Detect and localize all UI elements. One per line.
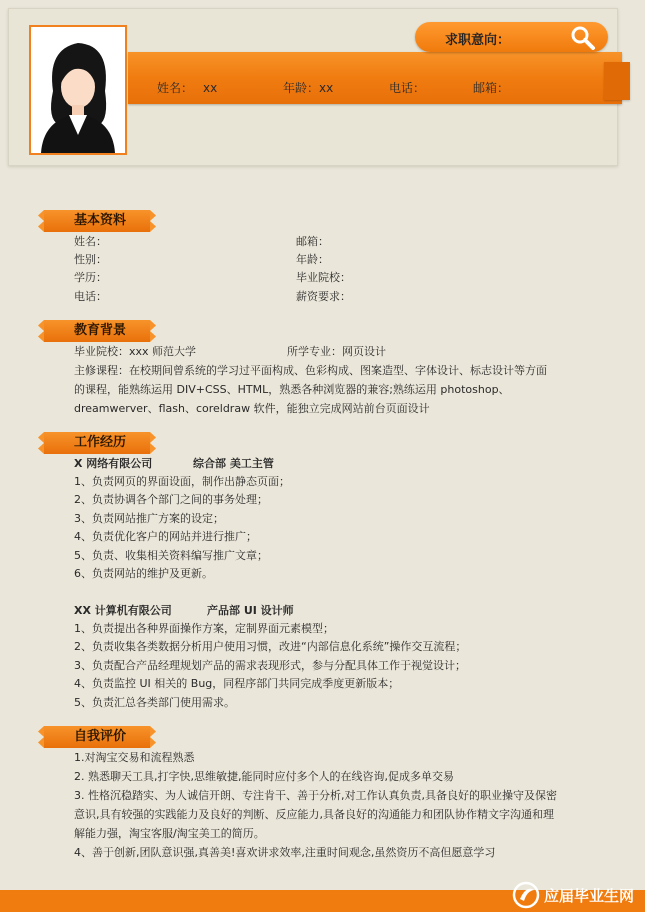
basic-age: 年龄： [296, 253, 329, 266]
job-position: 产品部 UI 设计师 [207, 604, 294, 617]
basic-degree: 学历： [74, 271, 107, 284]
job-duty: 3、负责网站推广方案的设定； [74, 512, 224, 525]
info-ribbon [128, 52, 622, 104]
job-duty: 2、负责协调各个部门之间的事务处理； [74, 493, 268, 506]
section-title-work: 工作经历 [44, 432, 150, 454]
logo-icon [512, 881, 540, 909]
header-email: 邮箱： [473, 81, 510, 95]
job-duty: 4、负责优化客户的网站并进行推广； [74, 530, 257, 543]
self-eval-line: 4、善于创新,团队意识强,真善美!喜欢讲求效率,注重时间观念,虽然资历不高但愿意学习 [74, 846, 496, 859]
job-duty: 3、负责配合产品经理规划产品的需求表现形式，参与分配具体工作于视觉设计； [74, 659, 466, 672]
education-courses-line: 的课程，能熟练运用 DIV+CSS、HTML，熟悉各种浏览器的兼容;熟练运用 photoshop、 [74, 383, 510, 396]
education-courses-line: 主修课程：在校期间曾系统的学习过平面构成、色彩构成、图案造型、字体设计、标志设计等方面 [74, 364, 547, 377]
job-duty: 4、负责监控 UI 相关的 Bug，同程序部门共同完成季度更新版本； [74, 677, 400, 690]
job-duty: 5、负责、收集相关资料编写推广文章； [74, 549, 268, 562]
job-intent-label: 求职意向： [445, 33, 511, 48]
job-duty: 2、负责收集各类数据分析用户使用习惯，改进“内部信息化系统”操作交互流程； [74, 640, 467, 653]
basic-name: 姓名： [74, 235, 107, 248]
basic-gender: 性别： [74, 253, 107, 266]
job-duty: 6、负责网站的维护及更新。 [74, 567, 213, 580]
job-duty: 1、负责网页的界面设面，制作出静态页面； [74, 475, 290, 488]
self-eval-line: 意识,具有较强的实践能力及良好的判断、反应能力,具备良好的沟通能力和团队协作精文字沟通和理 [74, 808, 554, 821]
job-duty: 1、负责提出各种界面操作方案，定制界面元素模型； [74, 622, 334, 635]
education-school: 毕业院校：xxx 师范大学 [74, 345, 197, 358]
avatar-icon [31, 27, 125, 153]
basic-school: 毕业院校： [296, 271, 351, 284]
self-eval-line: 3. 性格沉稳踏实、为人诚信开朗、专注肯干、善于分析,对工作认真负责,具备良好的职业操守及保密 [74, 789, 557, 802]
job-company: X 网络有限公司 [74, 457, 153, 470]
education-courses-line: dreamwerver、flash、coreldraw 软件，能独立完成网站前台页面设计 [74, 402, 430, 415]
header-name: 姓名： xx [157, 81, 218, 95]
self-eval-line: 1.对淘宝交易和流程熟悉 [74, 751, 195, 764]
section-title-basic: 基本资料 [44, 210, 150, 232]
section-title-education: 教育背景 [44, 320, 150, 342]
header-phone: 电话： [389, 81, 426, 95]
site-logo[interactable] [512, 880, 634, 910]
job-company: XX 计算机有限公司 [74, 604, 172, 617]
job-duty: 5、负责汇总各类部门使用需求。 [74, 696, 235, 709]
education-major: 所学专业：网页设计 [287, 345, 386, 358]
header-age: 年龄：xx [283, 81, 334, 95]
job-intent-search[interactable] [415, 22, 608, 52]
self-eval-line: 解能力强，淘宝客服/淘宝美工的简历。 [74, 827, 265, 840]
ribbon-fold [604, 62, 630, 100]
section-title-self: 自我评价 [44, 726, 150, 748]
job-position: 综合部 美工主管 [193, 457, 274, 470]
basic-salary: 薪资要求： [296, 290, 351, 303]
basic-email: 邮箱： [296, 235, 329, 248]
logo-text: 应届毕业生网 [544, 886, 635, 905]
self-eval-line: 2. 熟悉聊天工具,打字快,思维敏捷,能同时应付多个人的在线咨询,促成多单交易 [74, 770, 454, 783]
profile-photo [29, 25, 127, 155]
search-icon[interactable] [570, 25, 596, 51]
basic-phone: 电话： [74, 290, 107, 303]
